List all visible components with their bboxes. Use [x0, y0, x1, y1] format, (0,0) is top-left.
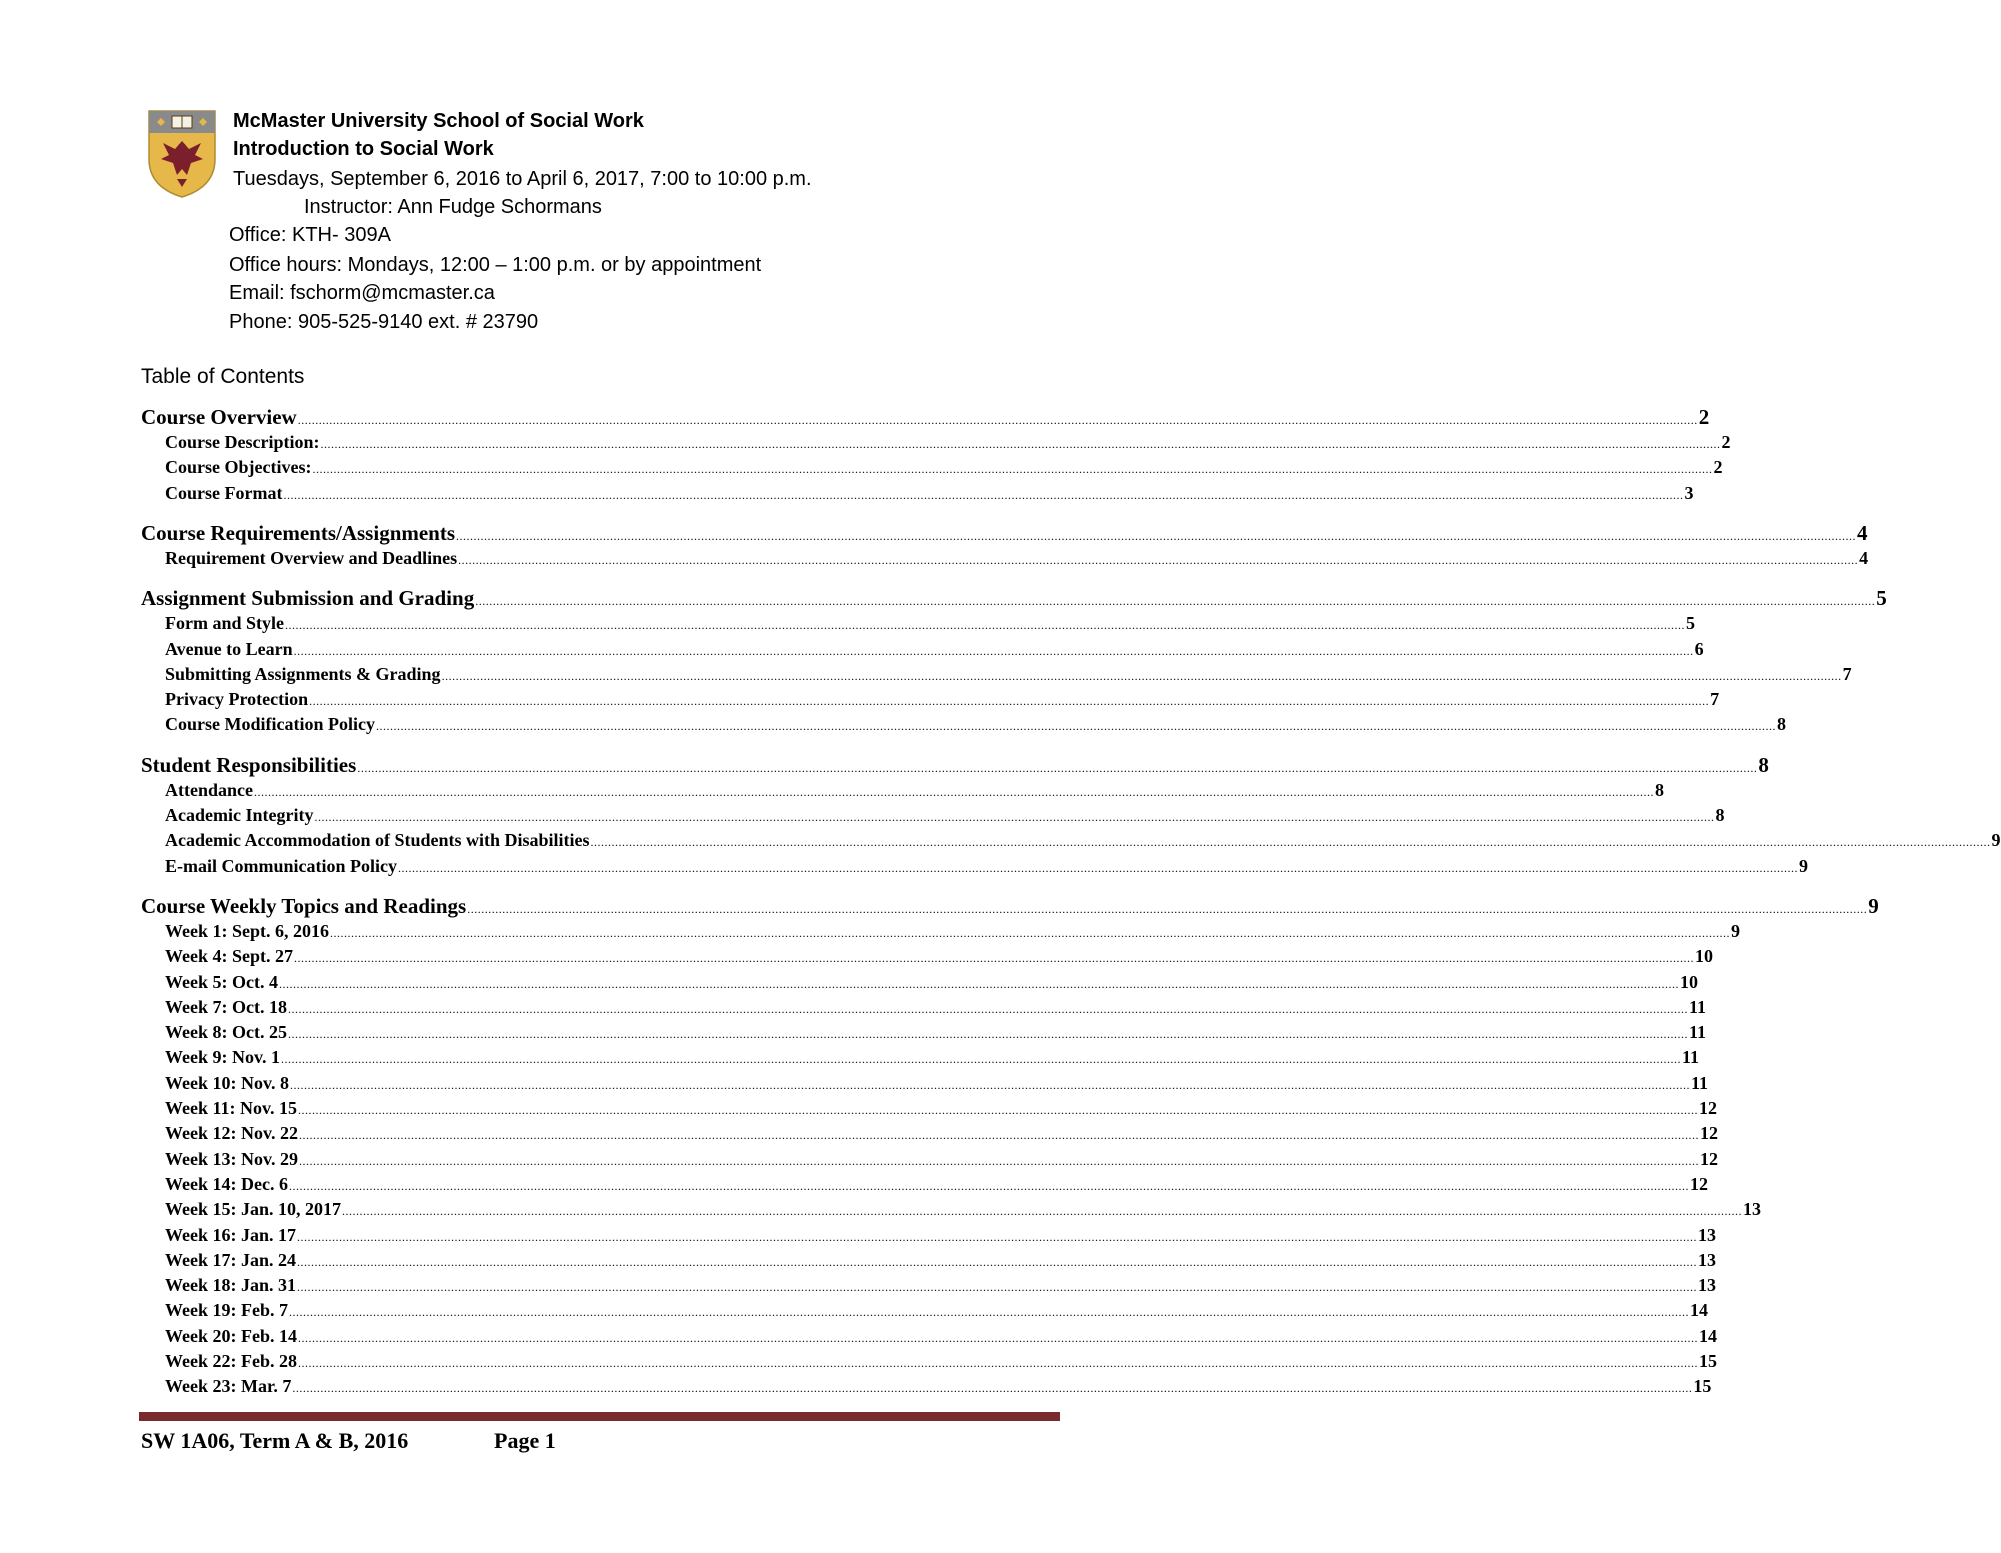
toc-dot-leader: ................................................................................................................................................................................................................................................................................................................................................................................................................ [298, 1103, 1699, 1117]
toc-entry[interactable] [165, 638, 1704, 662]
toc-entry-label: Week 14: Dec. 6 [165, 1173, 288, 1194]
toc-entry-page: 14 [1699, 1325, 1717, 1346]
toc-entry-page: 9 [1731, 920, 1740, 941]
toc-dot-leader: ................................................................................................................................................................................................................................................................................................................................................................................................................ [320, 437, 1721, 451]
toc-heading[interactable] [141, 752, 1769, 781]
toc-entry[interactable] [165, 1148, 1718, 1172]
toc-entry-page: 12 [1700, 1148, 1718, 1169]
toc-title: Table of Contents [141, 365, 305, 388]
toc-entry-page: 12 [1699, 1098, 1718, 1118]
toc-entry-label: Form and Style [165, 613, 284, 634]
toc-entry-label: Week 7: Oct. 18 [165, 996, 287, 1017]
toc-entry-page: 13 [1743, 1199, 1762, 1220]
toc-entry[interactable] [165, 920, 1740, 944]
toc-entry-page: 12 [1689, 1173, 1708, 1194]
toc-entry[interactable] [165, 1097, 1718, 1121]
toc-dot-leader: ................................................................................................................................................................................................................................................................................................................................................................................................................ [398, 860, 1798, 875]
toc-dot-leader: ................................................................................................................................................................................................................................................................................................................................................................................................................ [298, 1356, 1698, 1370]
toc-entry[interactable] [165, 971, 1698, 995]
toc-entry-label: Academic Integrity [165, 805, 314, 825]
course-title: Introduction to Social Work [233, 138, 494, 160]
toc-entry[interactable] [165, 804, 1725, 828]
toc-dot-leader: ................................................................................................................................................................................................................................................................................................................................................................................................................ [289, 1305, 1689, 1320]
toc-entry-label: Week 23: Mar. 7 [165, 1376, 292, 1397]
toc-entry-label: Week 1: Sept. 6, 2016 [165, 920, 329, 941]
toc-entry-page: 4 [1857, 520, 1868, 545]
toc-entry[interactable] [165, 1021, 1706, 1045]
toc-entry-label: Week 18: Jan. 31 [165, 1275, 297, 1296]
toc-entry-page: 15 [1699, 1351, 1717, 1371]
toc-dot-leader: ................................................................................................................................................................................................................................................................................................................................................................................................................ [278, 976, 1679, 991]
toc-entry-page: 2 [1698, 405, 1710, 429]
toc-entry[interactable] [165, 547, 1869, 571]
toc-entry-page: 10 [1695, 946, 1713, 967]
toc-entry-label: Submitting Assignments & Grading [165, 663, 441, 684]
toc-entry[interactable] [165, 482, 1694, 506]
office: Office: KTH- 309A [229, 224, 391, 246]
toc-entry[interactable] [165, 1224, 1717, 1248]
toc-dot-leader: ................................................................................................................................................................................................................................................................................................................................................................................................................ [294, 951, 1694, 966]
footer-page-number: Page 1 [494, 1428, 556, 1453]
toc-entry[interactable] [165, 779, 1664, 803]
toc-dot-leader: ................................................................................................................................................................................................................................................................................................................................................................................................................ [285, 618, 1685, 633]
instructor: Instructor: Ann Fudge Schormans [304, 196, 602, 218]
toc-dot-leader: ................................................................................................................................................................................................................................................................................................................................................................................................................ [357, 760, 1758, 775]
toc-entry-label: Week 16: Jan. 17 [165, 1224, 297, 1245]
toc-entry[interactable] [165, 456, 1723, 480]
toc-entry-page: 2 [1721, 432, 1731, 452]
toc-entry[interactable] [165, 1350, 1717, 1374]
toc-entry-page: 2 [1713, 457, 1723, 478]
toc-entry-label: Course Modification Policy [165, 714, 375, 735]
toc-entry[interactable] [165, 1299, 1708, 1323]
toc-entry-page: 8 [1715, 805, 1725, 825]
toc-dot-leader: ................................................................................................................................................................................................................................................................................................................................................................................................................ [297, 1280, 1698, 1295]
toc-entry[interactable] [165, 1249, 1717, 1273]
toc-dot-leader: ................................................................................................................................................................................................................................................................................................................................................................................................................ [375, 719, 1776, 734]
email: Email: fschorm@mcmaster.ca [229, 282, 495, 304]
toc-entry[interactable] [165, 1072, 1709, 1096]
toc-entry-page: 4 [1859, 547, 1869, 568]
toc-entry[interactable] [165, 431, 1731, 455]
toc-entry-label: Requirement Overview and Deadlines [165, 547, 458, 568]
toc-entry-label: Course Weekly Topics and Readings [141, 893, 467, 918]
toc-heading[interactable] [141, 585, 1887, 614]
toc-entry-page: 9 [1991, 830, 2001, 851]
toc-entry-label: Course Requirements/Assignments [141, 520, 456, 545]
toc-entry-page: 14 [1690, 1300, 1708, 1321]
toc-entry-page: 10 [1679, 971, 1698, 992]
toc-entry[interactable] [165, 688, 1720, 712]
toc-entry-label: Attendance [165, 779, 253, 800]
toc-entry-label: Assignment Submission and Grading [141, 586, 475, 611]
toc-heading[interactable] [141, 520, 1868, 549]
toc-entry[interactable] [165, 1173, 1708, 1197]
toc-entry-page: 11 [1688, 996, 1706, 1017]
toc-entry-page: 8 [1758, 752, 1769, 777]
toc-heading[interactable] [141, 404, 1710, 433]
toc-entry[interactable] [165, 1198, 1762, 1222]
toc-entry-page: 15 [1693, 1376, 1712, 1397]
toc-entry-label: Week 22: Feb. 28 [165, 1351, 297, 1371]
toc-entry-page: 6 [1694, 638, 1704, 659]
phone: Phone: 905-525-9140 ext. # 23790 [229, 311, 539, 333]
toc-entry-page: 7 [1842, 663, 1852, 684]
toc-entry-page: 11 [1691, 1072, 1709, 1093]
toc-dot-leader: ................................................................................................................................................................................................................................................................................................................................................................................................................ [330, 925, 1730, 940]
toc-entry[interactable] [165, 1375, 1712, 1399]
toc-dot-leader: ................................................................................................................................................................................................................................................................................................................................................................................................................ [456, 528, 1857, 543]
toc-dot-leader: ................................................................................................................................................................................................................................................................................................................................................................................................................ [590, 835, 1991, 850]
toc-dot-leader: ................................................................................................................................................................................................................................................................................................................................................................................................................ [309, 694, 1710, 709]
toc-entry-label: Week 19: Feb. 7 [165, 1300, 288, 1321]
toc-entry-label: Week 12: Nov. 22 [165, 1123, 298, 1144]
toc-entry[interactable] [165, 1325, 1717, 1349]
toc-entry-label: Week 17: Jan. 24 [165, 1249, 297, 1270]
toc-entry-page: 13 [1698, 1224, 1717, 1245]
toc-entry[interactable] [165, 1046, 1700, 1070]
toc-entry[interactable] [165, 663, 1852, 687]
toc-entry[interactable] [165, 996, 1706, 1020]
toc-dot-leader: ................................................................................................................................................................................................................................................................................................................................................................................................................ [297, 1254, 1698, 1269]
footer-course-term: SW 1A06, Term A & B, 2016 [141, 1428, 409, 1453]
toc-entry[interactable] [165, 1274, 1717, 1298]
toc-entry-page: 12 [1700, 1123, 1718, 1144]
toc-entry-label: Course Format [165, 482, 283, 503]
toc-entry-label: Week 4: Sept. 27 [165, 946, 293, 967]
toc-entry-label: Week 5: Oct. 4 [165, 971, 278, 992]
toc-entry-label: Course Description: [165, 432, 320, 452]
toc-dot-leader: ................................................................................................................................................................................................................................................................................................................................................................................................................ [297, 413, 1698, 427]
toc-dot-leader: ................................................................................................................................................................................................................................................................................................................................................................................................................ [441, 668, 1842, 683]
toc-dot-leader: ................................................................................................................................................................................................................................................................................................................................................................................................................ [297, 1229, 1698, 1244]
toc-entry-page: 11 [1688, 1022, 1706, 1043]
toc-entry-label: Student Responsibilities [141, 752, 357, 777]
toc-entry-page: 7 [1710, 689, 1720, 710]
toc-dot-leader: ................................................................................................................................................................................................................................................................................................................................................................................................................ [342, 1204, 1743, 1219]
toc-dot-leader: ................................................................................................................................................................................................................................................................................................................................................................................................................ [283, 487, 1684, 502]
course-schedule: Tuesdays, September 6, 2016 to April 6, 2017, 7:00 to 10:00 p.m. [233, 168, 812, 190]
toc-dot-leader: ................................................................................................................................................................................................................................................................................................................................................................................................................ [475, 594, 1876, 609]
toc-entry-label: Week 20: Feb. 14 [165, 1325, 297, 1346]
toc-entry-page: 9 [1799, 855, 1808, 876]
toc-dot-leader: ................................................................................................................................................................................................................................................................................................................................................................................................................ [299, 1128, 1699, 1143]
toc-entry-label: Avenue to Learn [165, 638, 293, 659]
toc-dot-leader: ................................................................................................................................................................................................................................................................................................................................................................................................................ [292, 1381, 1693, 1396]
toc-entry-page: 8 [1655, 779, 1664, 800]
toc-entry-page: 13 [1698, 1275, 1717, 1296]
toc-entry[interactable] [165, 1122, 1718, 1146]
toc-entry-label: Week 8: Oct. 25 [165, 1022, 287, 1043]
toc-entry-page: 11 [1682, 1047, 1700, 1068]
toc-dot-leader: ................................................................................................................................................................................................................................................................................................................................................................................................................ [293, 643, 1694, 658]
toc-entry-page: 5 [1686, 613, 1695, 634]
toc-entry[interactable] [165, 855, 1808, 879]
school-name: McMaster University School of Social Work [233, 110, 644, 132]
toc-entry-page: 5 [1876, 586, 1887, 611]
footer-rule [139, 1412, 1060, 1421]
toc-entry-page: 9 [1868, 893, 1879, 918]
toc-entry-label: Privacy Protection [165, 689, 309, 710]
toc-dot-leader: ................................................................................................................................................................................................................................................................................................................................................................................................................ [467, 901, 1868, 916]
toc-entry[interactable] [165, 713, 1786, 737]
toc-entry-label: Week 10: Nov. 8 [165, 1072, 289, 1093]
toc-dot-leader: ................................................................................................................................................................................................................................................................................................................................................................................................................ [290, 1077, 1690, 1092]
toc-heading[interactable] [141, 893, 1879, 922]
toc-dot-leader: ................................................................................................................................................................................................................................................................................................................................................................................................................ [312, 462, 1713, 477]
toc-entry[interactable] [165, 945, 1713, 969]
toc-entry-label: E-mail Communication Policy [165, 855, 397, 876]
toc-entry-label: Course Overview [141, 405, 297, 429]
toc-entry-label: Week 15: Jan. 10, 2017 [165, 1199, 342, 1220]
toc-entry-label: Week 13: Nov. 29 [165, 1148, 298, 1169]
toc-entry-label: Week 11: Nov. 15 [165, 1098, 298, 1118]
toc-dot-leader: ................................................................................................................................................................................................................................................................................................................................................................................................................ [287, 1027, 1688, 1042]
toc-dot-leader: ................................................................................................................................................................................................................................................................................................................................................................................................................ [298, 1330, 1698, 1345]
toc-entry[interactable] [165, 829, 2001, 853]
toc-entry-label: Academic Accommodation of Students with Disabilities [165, 830, 590, 851]
toc-dot-leader: ................................................................................................................................................................................................................................................................................................................................................................................................................ [288, 1178, 1689, 1193]
toc-entry-label: Course Objectives: [165, 457, 312, 478]
toc-dot-leader: ................................................................................................................................................................................................................................................................................................................................................................................................................ [254, 784, 1654, 799]
toc-entry-page: 3 [1684, 482, 1694, 503]
toc-dot-leader: ................................................................................................................................................................................................................................................................................................................................................................................................................ [299, 1153, 1699, 1168]
office-hours: Office hours: Mondays, 12:00 – 1:00 p.m. or by appointment [229, 254, 762, 276]
toc-dot-leader: ................................................................................................................................................................................................................................................................................................................................................................................................................ [458, 552, 1859, 567]
toc-dot-leader: ................................................................................................................................................................................................................................................................................................................................................................................................................ [281, 1052, 1681, 1067]
toc-entry-page: 13 [1698, 1249, 1717, 1270]
toc-dot-leader: ................................................................................................................................................................................................................................................................................................................................................................................................................ [314, 810, 1715, 824]
toc-entry[interactable] [165, 612, 1695, 636]
toc-dot-leader: ................................................................................................................................................................................................................................................................................................................................................................................................................ [287, 1001, 1688, 1016]
toc-entry-label: Week 9: Nov. 1 [165, 1047, 280, 1068]
toc-entry-page: 8 [1776, 714, 1786, 735]
mcmaster-crest-icon [147, 109, 217, 199]
